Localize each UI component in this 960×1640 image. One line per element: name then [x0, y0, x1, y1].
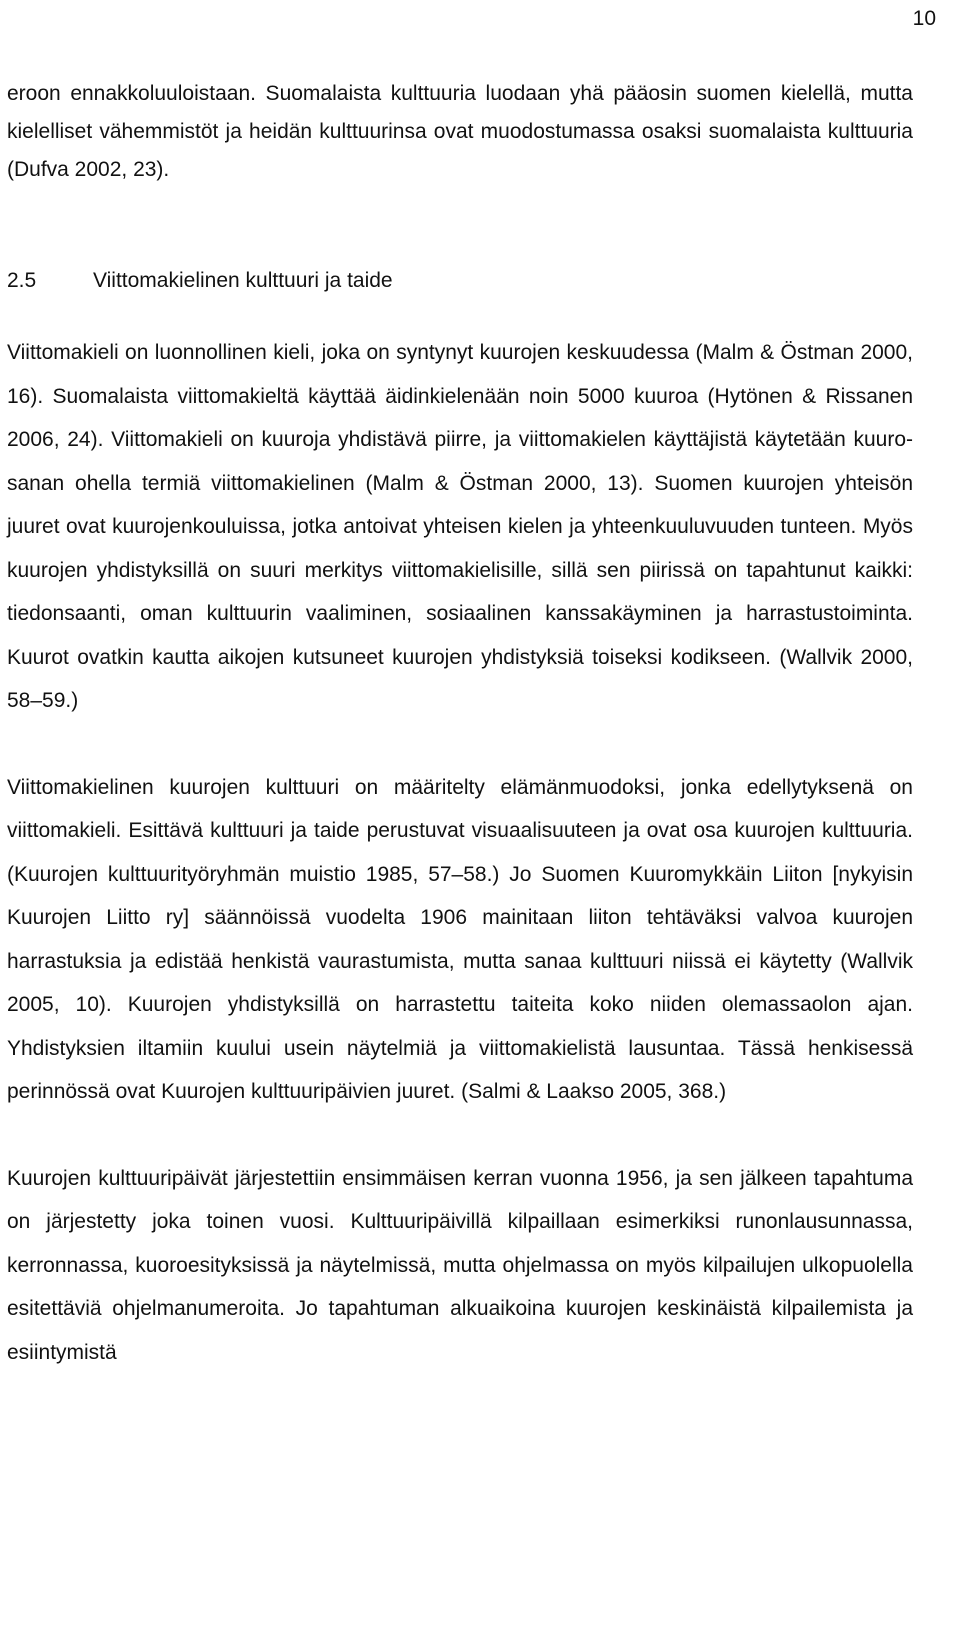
paragraph-deaf-culture: Viittomakielinen kuurojen kulttuuri on määritelty elämänmuodoksi, jonka edellytyksenä on viittomakieli. Esittävä kulttuuri ja taide perustuvat visuaalisuuteen ja ovat osa kuurojen kulttuuria. (Kuurojen kulttuurityöryhmän muistio 1985, 57–58.) Jo Suomen Kuuromykkäin Liiton [nykyisin Kuurojen Liitto ry] säännöissä vuodelta 1906 mainitaan liiton tehtäväksi valvoa kuurojen harrastuksia ja edistää henkistä vaurastumista, mutta sanaa kulttuuri niissä ei käytetty (Wallvik 2005, 10). Kuurojen yhdistyksillä on harrastettu taiteita koko niiden olemassaolon ajan. Yhdistyksien iltamiin kuului usein näytelmiä ja viittomakielistä lausuntaa. Tässä henkisessä perinnössä ovat Kuurojen kulttuuripäivien juuret. (Salmi & Laakso 2005, 368.) [7, 775, 913, 1103]
paragraph-culture-days: Kuurojen kulttuuripäivät järjestettiin ensimmäisen kerran vuonna 1956, ja sen jälkeen tapahtuma on järjestetty joka toinen vuosi. Kulttuuripäivillä kilpaillaan esimerkiksi runonlausunnassa, kerronnassa, kuoroesityksissä ja näytelmissä, mutta ohjelmassa on myös kilpailujen ulkopuolella esitettäviä ohjelmanumeroita. Jo tapahtuman alkuaikoina kuurojen keskinäistä kilpailemista ja esiintymistä [7, 1166, 913, 1364]
section-number: 2.5 [7, 269, 37, 292]
paragraph-sign-language: Viittomakieli on luonnollinen kieli, joka on syntynyt kuurojen keskuudessa (Malm & Östman 2000, 16). Suomalaista viittomakieltä käyttää äidinkielenään noin 5000 kuuroa (Hytönen & Rissanen 2006, 24). Viittomakieli on kuuroja yhdistävä piirre, ja viittomakielen käyttäjistä käytetään kuuro-sanan ohella termiä viittomakielinen (Malm & Östman 2000, 13). Suomen kuurojen yhteisön juuret ovat kuurojenkouluissa, jotka antoivat yhteisen kielen ja yhteenkuuluvuuden tunteen. Myös kuurojen yhdistyksillä on suuri merkitys viittomakielisille, sillä sen piirissä on tapahtunut kaikki: tiedonsaanti, oman kulttuurin vaaliminen, sosiaalinen kanssakäyminen ja harrastustoiminta. Kuurot ovatkin kautta aikojen kutsuneet kuurojen yhdistyksiä toiseksi kodikseen. (Wallvik 2000, 58–59.) [7, 341, 913, 712]
section-heading [7, 265, 913, 297]
page-number: 10 [912, 7, 936, 30]
intro-paragraph: eroon ennakkoluuloistaan. Suomalaista kulttuuria luodaan yhä pääosin suomen kielellä, mutta kielelliset vähemmistöt ja heidän kulttuurinsa ovat muodostumassa osaksi suomalaista kulttuuria (Dufva 2002, 23). [7, 82, 913, 181]
section-title: Viittomakielinen kulttuuri ja taide [93, 269, 393, 292]
document-body [7, 75, 913, 1374]
